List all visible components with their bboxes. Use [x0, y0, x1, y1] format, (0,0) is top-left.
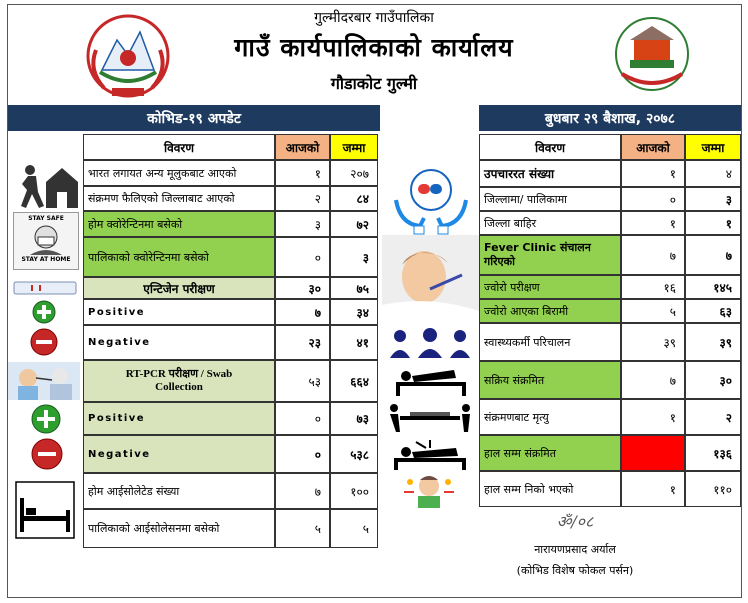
right-row-today: १	[621, 471, 685, 507]
left-row-today: ५	[275, 509, 330, 548]
left-row-today: ३	[275, 211, 330, 237]
left-row-today: ०	[275, 402, 330, 435]
office-title: गाउँ कार्यपालिकाको कार्यालय	[234, 33, 514, 62]
left-row-label: भारत लगायत अन्य मूलुकबाट आएको	[83, 160, 275, 186]
right-row-today: १	[621, 399, 685, 435]
right-row-total: ७	[685, 235, 741, 275]
left-row-total: ६६४	[330, 360, 378, 402]
left-row-today: १	[275, 160, 330, 186]
right-row-total: ३०	[685, 361, 741, 399]
left-header-today: आजको	[275, 134, 330, 160]
right-row-total: ३	[685, 187, 741, 211]
swab-test-icon	[8, 362, 80, 400]
right-row-total: १	[685, 211, 741, 235]
right-row-label: जिल्ला बाहिर	[479, 211, 621, 235]
plus-circle-icon	[30, 404, 62, 434]
rtpcr-positive-label: Positive	[83, 402, 275, 435]
left-row-total: ३४	[330, 299, 378, 325]
right-header-desc: विवरण	[479, 134, 621, 160]
right-row-today: १	[621, 211, 685, 235]
signatory-role: (कोभिड विशेष फोकल पर्सन)	[516, 564, 634, 577]
left-row-total: २०७	[330, 160, 378, 186]
left-row-today: ७	[275, 299, 330, 325]
right-row-today: ७	[621, 361, 685, 399]
right-row-today: ३९	[621, 323, 685, 361]
right-row-total: २	[685, 399, 741, 435]
signature-mark: ॐ/०८	[556, 512, 594, 531]
left-row-total: ३	[330, 237, 378, 277]
sick-child-icon	[382, 235, 479, 323]
location-subtitle: गौडाकोट गुल्मी	[330, 74, 418, 93]
left-row-label: संक्रमण फैलिएको जिल्लाबाट आएको	[83, 186, 275, 211]
right-row-label: संक्रमणबाट मृत्यु	[479, 399, 621, 435]
right-row-label: ज्वोरो आएका बिरामी	[479, 299, 621, 323]
rtpcr-negative-label: Negative	[83, 435, 275, 473]
masked-face-icon	[26, 223, 66, 255]
patient-bed-icon	[386, 438, 474, 470]
fever-clinic-label: Fever Clinic संचालन गरिएको	[479, 235, 621, 275]
right-row-today: १६	[621, 275, 685, 299]
right-row-today: १	[621, 160, 685, 187]
left-row-total: ८४	[330, 186, 378, 211]
right-row-today	[621, 435, 685, 471]
left-row-label: होम क्वोरेन्टिनमा बसेको	[83, 211, 275, 237]
test-kit-icon	[12, 278, 78, 298]
medicine-hands-icon	[390, 160, 472, 235]
stay-home-text: STAY AT HOME	[21, 256, 71, 263]
antigen-test-label: एन्टिजेन परीक्षण	[83, 277, 275, 299]
right-row-today: ०	[621, 187, 685, 211]
right-row-total: १४५	[685, 275, 741, 299]
health-workers-icon	[386, 326, 474, 358]
right-row-label: जिल्लामा/ पालिकामा	[479, 187, 621, 211]
stay-safe-text: STAY SAFE	[28, 215, 64, 222]
left-row-total: ७३	[330, 402, 378, 435]
right-row-label: हाल सम्म संक्रमित	[479, 435, 621, 471]
stretcher-icon	[386, 402, 474, 432]
recovered-icon	[400, 472, 458, 508]
right-row-total: १३६	[685, 435, 741, 471]
left-row-today: ५३	[275, 360, 330, 402]
patient-bed-icon	[386, 364, 474, 396]
left-header-desc: विवरण	[83, 134, 275, 160]
left-header-total: जम्मा	[330, 134, 378, 160]
stay-home-icon	[13, 212, 79, 270]
left-row-total: १००	[330, 473, 378, 509]
covid-update-band: कोभिड-१९ अपडेट	[8, 105, 380, 131]
right-row-label: हाल सम्म निको भएको	[479, 471, 621, 507]
left-row-today: ३०	[275, 277, 330, 299]
rtpcr-test-label: RT-PCR परीक्षण / Swab Collection	[83, 360, 275, 402]
right-row-label: सक्रिय संक्रमित	[479, 361, 621, 399]
right-row-total: ३९	[685, 323, 741, 361]
right-header-total: जम्मा	[685, 134, 741, 160]
right-header-today: आजको	[621, 134, 685, 160]
signature-block	[470, 510, 680, 578]
minus-circle-icon	[30, 328, 58, 356]
plus-circle-icon	[32, 300, 56, 324]
antigen-negative-label: Negative	[83, 325, 275, 360]
left-row-label: होम आईसोलेटेड संख्या	[83, 473, 275, 509]
left-row-today: ०	[275, 435, 330, 473]
right-row-label: स्वास्थ्यकर्मी परिचालन	[479, 323, 621, 361]
left-row-total: ५	[330, 509, 378, 548]
left-row-total: ७२	[330, 211, 378, 237]
left-row-total: ७५	[330, 277, 378, 299]
right-row-total: ११०	[685, 471, 741, 507]
left-row-today: ७	[275, 473, 330, 509]
left-row-today: २	[275, 186, 330, 211]
left-row-today: २३	[275, 325, 330, 360]
right-row-today: ५	[621, 299, 685, 323]
bed-icon	[14, 480, 76, 540]
antigen-positive-label: Positive	[83, 299, 275, 325]
left-row-label: पालिकाको आईसोलेसनमा बसेको	[83, 509, 275, 548]
left-row-total: ५३८	[330, 435, 378, 473]
left-row-label: पालिकाको क्वोरेन्टिनमा बसेको	[83, 237, 275, 277]
right-row-total: ६३	[685, 299, 741, 323]
right-row-total: ४	[685, 160, 741, 187]
signatory-name: नारायणप्रसाद अर्याल	[534, 543, 616, 556]
right-row-label: उपचाररत संख्या	[479, 160, 621, 187]
date-band: बुधबार २९ बैशाख, २०७८	[479, 105, 741, 131]
left-row-today: ०	[275, 237, 330, 277]
right-row-label: ज्वोरो परीक्षण	[479, 275, 621, 299]
right-row-today: ७	[621, 235, 685, 275]
left-row-total: ४१	[330, 325, 378, 360]
minus-circle-icon	[30, 438, 64, 470]
municipality-name: गुल्मीदरबार गाउँपालिका	[314, 10, 434, 26]
travel-walk-icon	[12, 160, 78, 210]
